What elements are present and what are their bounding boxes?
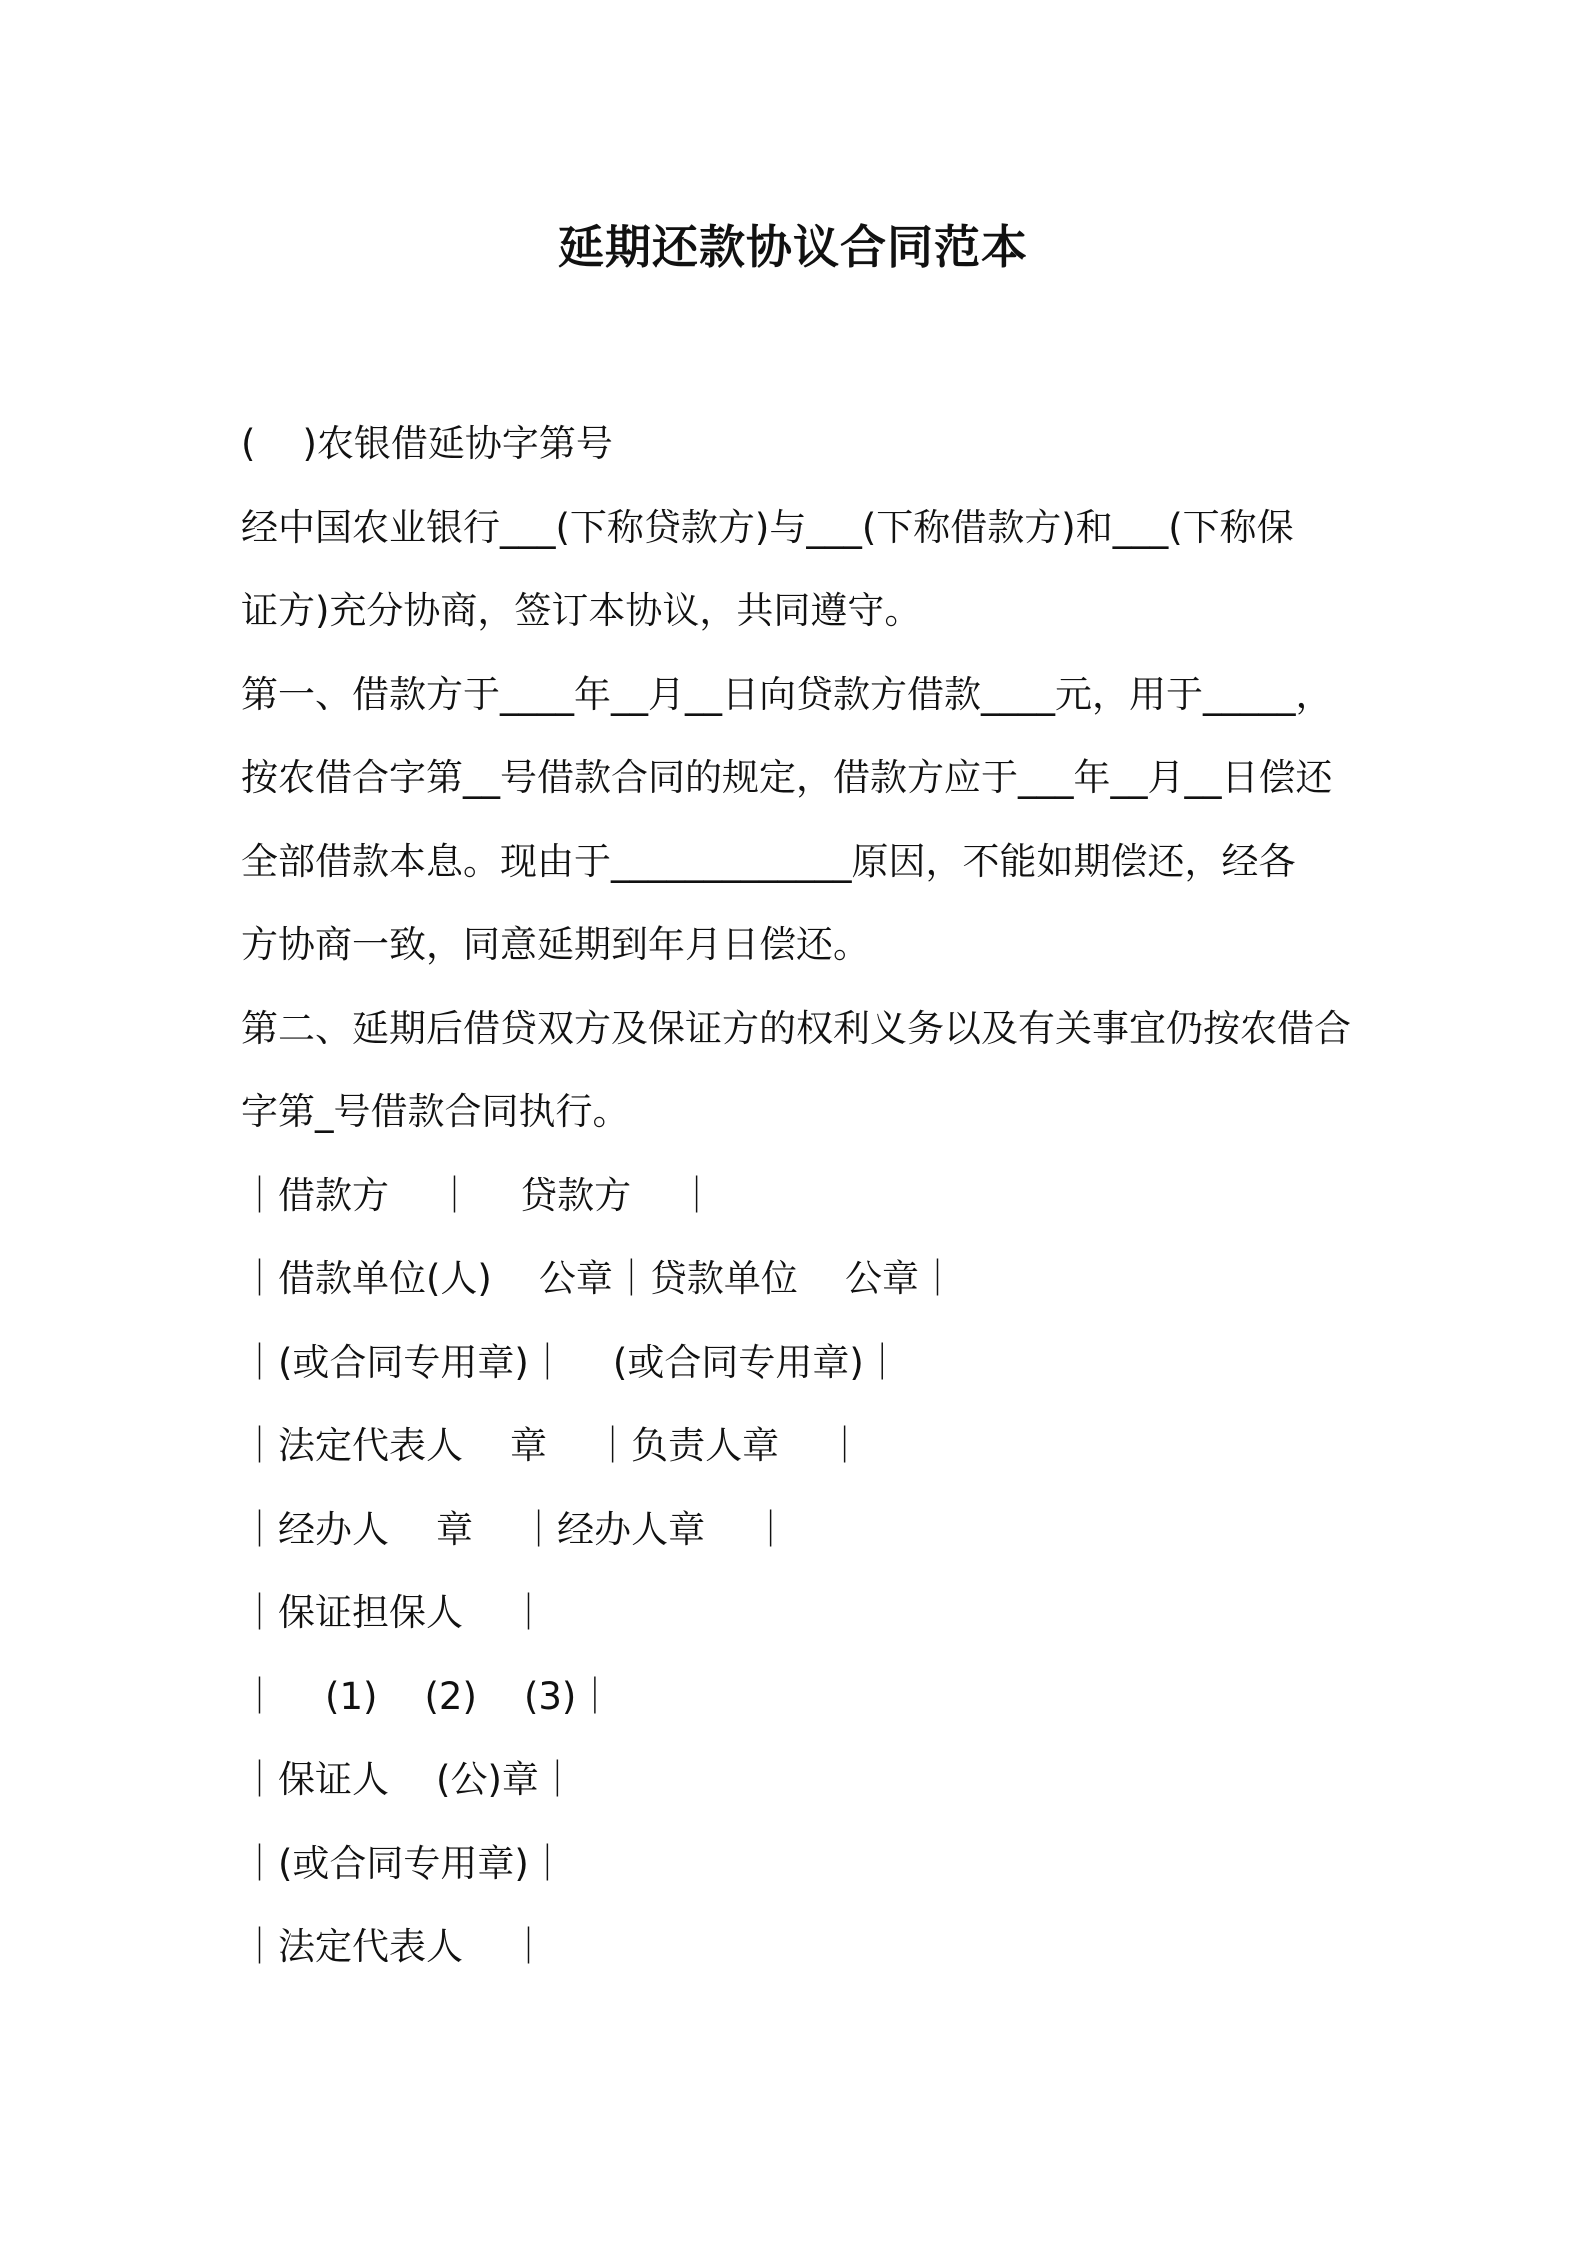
article-two-line-2: 字第_号借款合同执行。	[241, 1090, 630, 1133]
document-body	[241, 402, 1361, 1989]
signature-row-guarantor-legal-rep: ｜法定代表人 ｜	[241, 1925, 548, 1968]
signature-row-guarantor-numbers: ｜ (1) (2) (3)｜	[241, 1674, 614, 1718]
doc-number-line: ( )农银借延协字第号	[241, 422, 613, 465]
article-one-line-4: 方协商一致，同意延期到年月日偿还。	[241, 923, 870, 966]
signature-row-contract-seal: ｜(或合同专用章)｜ (或合同专用章)｜	[241, 1340, 901, 1384]
signature-row-parties: ｜借款方 ｜ 贷款方 ｜	[241, 1173, 716, 1217]
preamble-line-1: 经中国农业银行___(下称贷款方)与___(下称借款方)和___(下称保	[241, 505, 1294, 549]
signature-row-handler: ｜经办人 章 ｜经办人章 ｜	[241, 1507, 790, 1551]
signature-row-units: ｜借款单位(人) 公章｜贷款单位 公章｜	[241, 1257, 956, 1300]
article-one-line-2: 按农借合字第__号借款合同的规定，借款方应于___年__月__日偿还	[241, 756, 1333, 799]
signature-row-guarantor-seal: ｜保证人 (公)章｜	[241, 1758, 576, 1801]
article-one-line-1: 第一、借款方于____年__月__日向贷款方借款____元，用于_____，	[241, 672, 1333, 716]
preamble-line-2: 证方)充分协商，签订本协议，共同遵守。	[241, 589, 922, 632]
article-one-line-3: 全部借款本息。现由于_____________原因，不能如期偿还，经各	[241, 839, 1296, 883]
signature-row-guarantor: ｜保证担保人 ｜	[241, 1591, 548, 1634]
signature-row-guarantor-contract-seal: ｜(或合同专用章)｜	[241, 1841, 566, 1885]
document-title: 延期还款协议合同范本	[558, 220, 1028, 274]
signature-row-legal-rep: ｜法定代表人 章 ｜负责人章 ｜	[241, 1424, 864, 1467]
article-two-line-1: 第二、延期后借贷双方及保证方的权利义务以及有关事宜仍按农借合	[241, 1006, 1351, 1050]
